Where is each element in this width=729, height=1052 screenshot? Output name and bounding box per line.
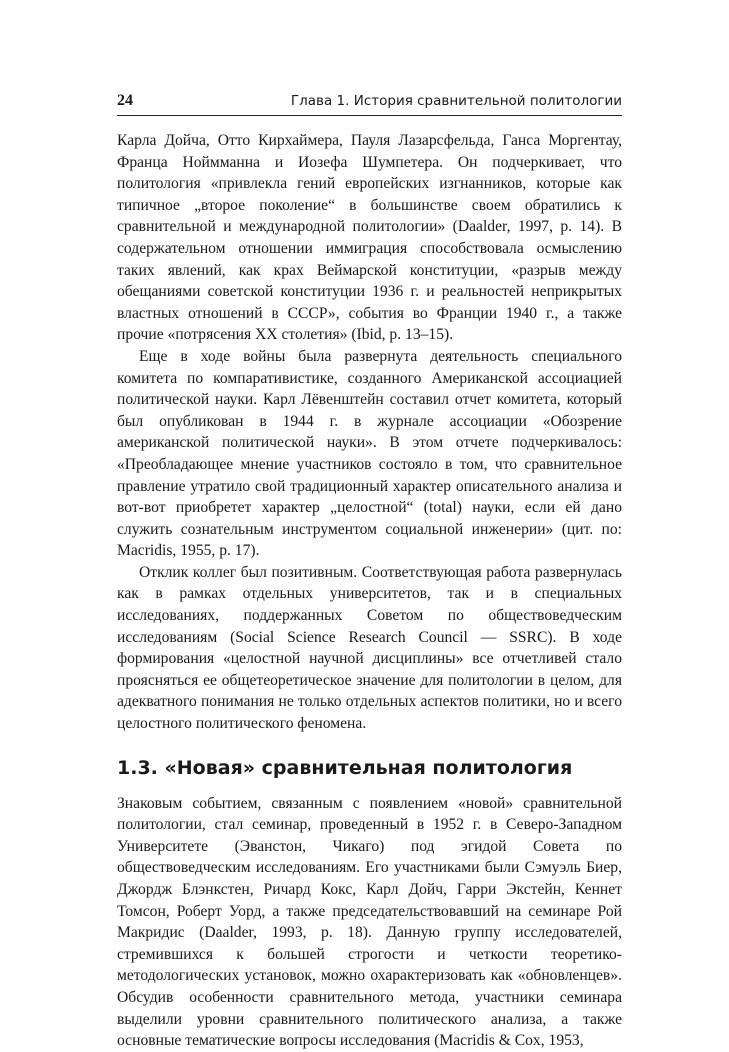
- paragraph-committee: Еще в ходе войны была развернута деятельность специального комитета по компаративистике, созданного Американской ассоциацией политической науки. Карл Лёвенштейн составил отчет комитета, который был опубликован в 1944 г. в журнале ассоциации «Обозрение американской политической науки». В этом отчете подчеркивалось: «Преобладающее мнение участников состояло в том, что сравнительное правление утратило свой традиционный характер описательного анализа и вот-вот приобретет характер „целостной“ (total) науки, если ей дано служить сознательным инструментом социальной инженерии» (цит. по: Macridis, 1955, p. 17).: [117, 347, 622, 560]
- page-number: 24: [117, 92, 133, 109]
- section-heading: 1.3. «Новая» сравнительная политология: [117, 756, 573, 779]
- paragraph-response: Отклик коллег был позитивным. Соответствующая работа развернулась как в рамках отдельных университетов, так и в специальных исследованиях, поддержанных Советом по обществоведческим исследованиям (Social Science Research Council — SSRC). В ходе формирования «целостной научной дисциплины» все отчетливей стало проясняться ее общетеоретическое значение для политологии в целом, для адекватного понимания не только отдельных аспектов политики, но и всего целостного политического феномена.: [117, 563, 622, 733]
- chapter-title: Глава 1. История сравнительной политологии: [290, 93, 622, 109]
- paragraph-seminar: Знаковым событием, связанным с появлением «новой» сравнительной политологии, стал семинар, проведенный в 1952 г. в Северо-Западном Университете (Эванстон, Чикаго) под эгидой Совета по обществоведческим исследованиям. Его участниками были Сэмуэль Биер, Джордж Блэнкстен, Ричард Кокс, Карл Дойч, Гарри Экстейн, Кеннет Томсон, Роберт Уорд, а также председательствовавший на семинаре Рой Макридис (Daalder, 1993, p. 18). Данную группу исследователей, стремившихся к большей строгости и четкости теоретико-методологических установок, можно охарактеризовать как «обновленцев». Обсудив особенности сравнительного метода, участники семинара выделили уровни сравнительного политического анализа, а также основные тематические вопросы исследования (Macridis & Cox, 1953,: [117, 794, 622, 1050]
- running-header: [117, 92, 622, 116]
- paragraph-continuation: Карла Дойча, Отто Кирхаймера, Пауля Лазарсфельда, Ганса Моргентау, Франца Ноймманна и Иозефа Шумпетера. Он подчеркивает, что политология «привлекла гений европейских изгнанников, которые как типичное „второе поколение“ в большинстве своем обратились к сравнительной и международной политологии» (Daalder, 1997, p. 14). В содержательном отношении иммиграция способствовала осмыслению таких явлений, как крах Веймарской конституции, «разрыв между обещаниями советской конституции 1936 г. и реальностей неприкрытых властных отношений в СССР», события во Франции 1940 г., а также прочие «потрясения XX столетия» (Ibid, p. 13–15).: [117, 132, 622, 344]
- text-body: [117, 130, 622, 1052]
